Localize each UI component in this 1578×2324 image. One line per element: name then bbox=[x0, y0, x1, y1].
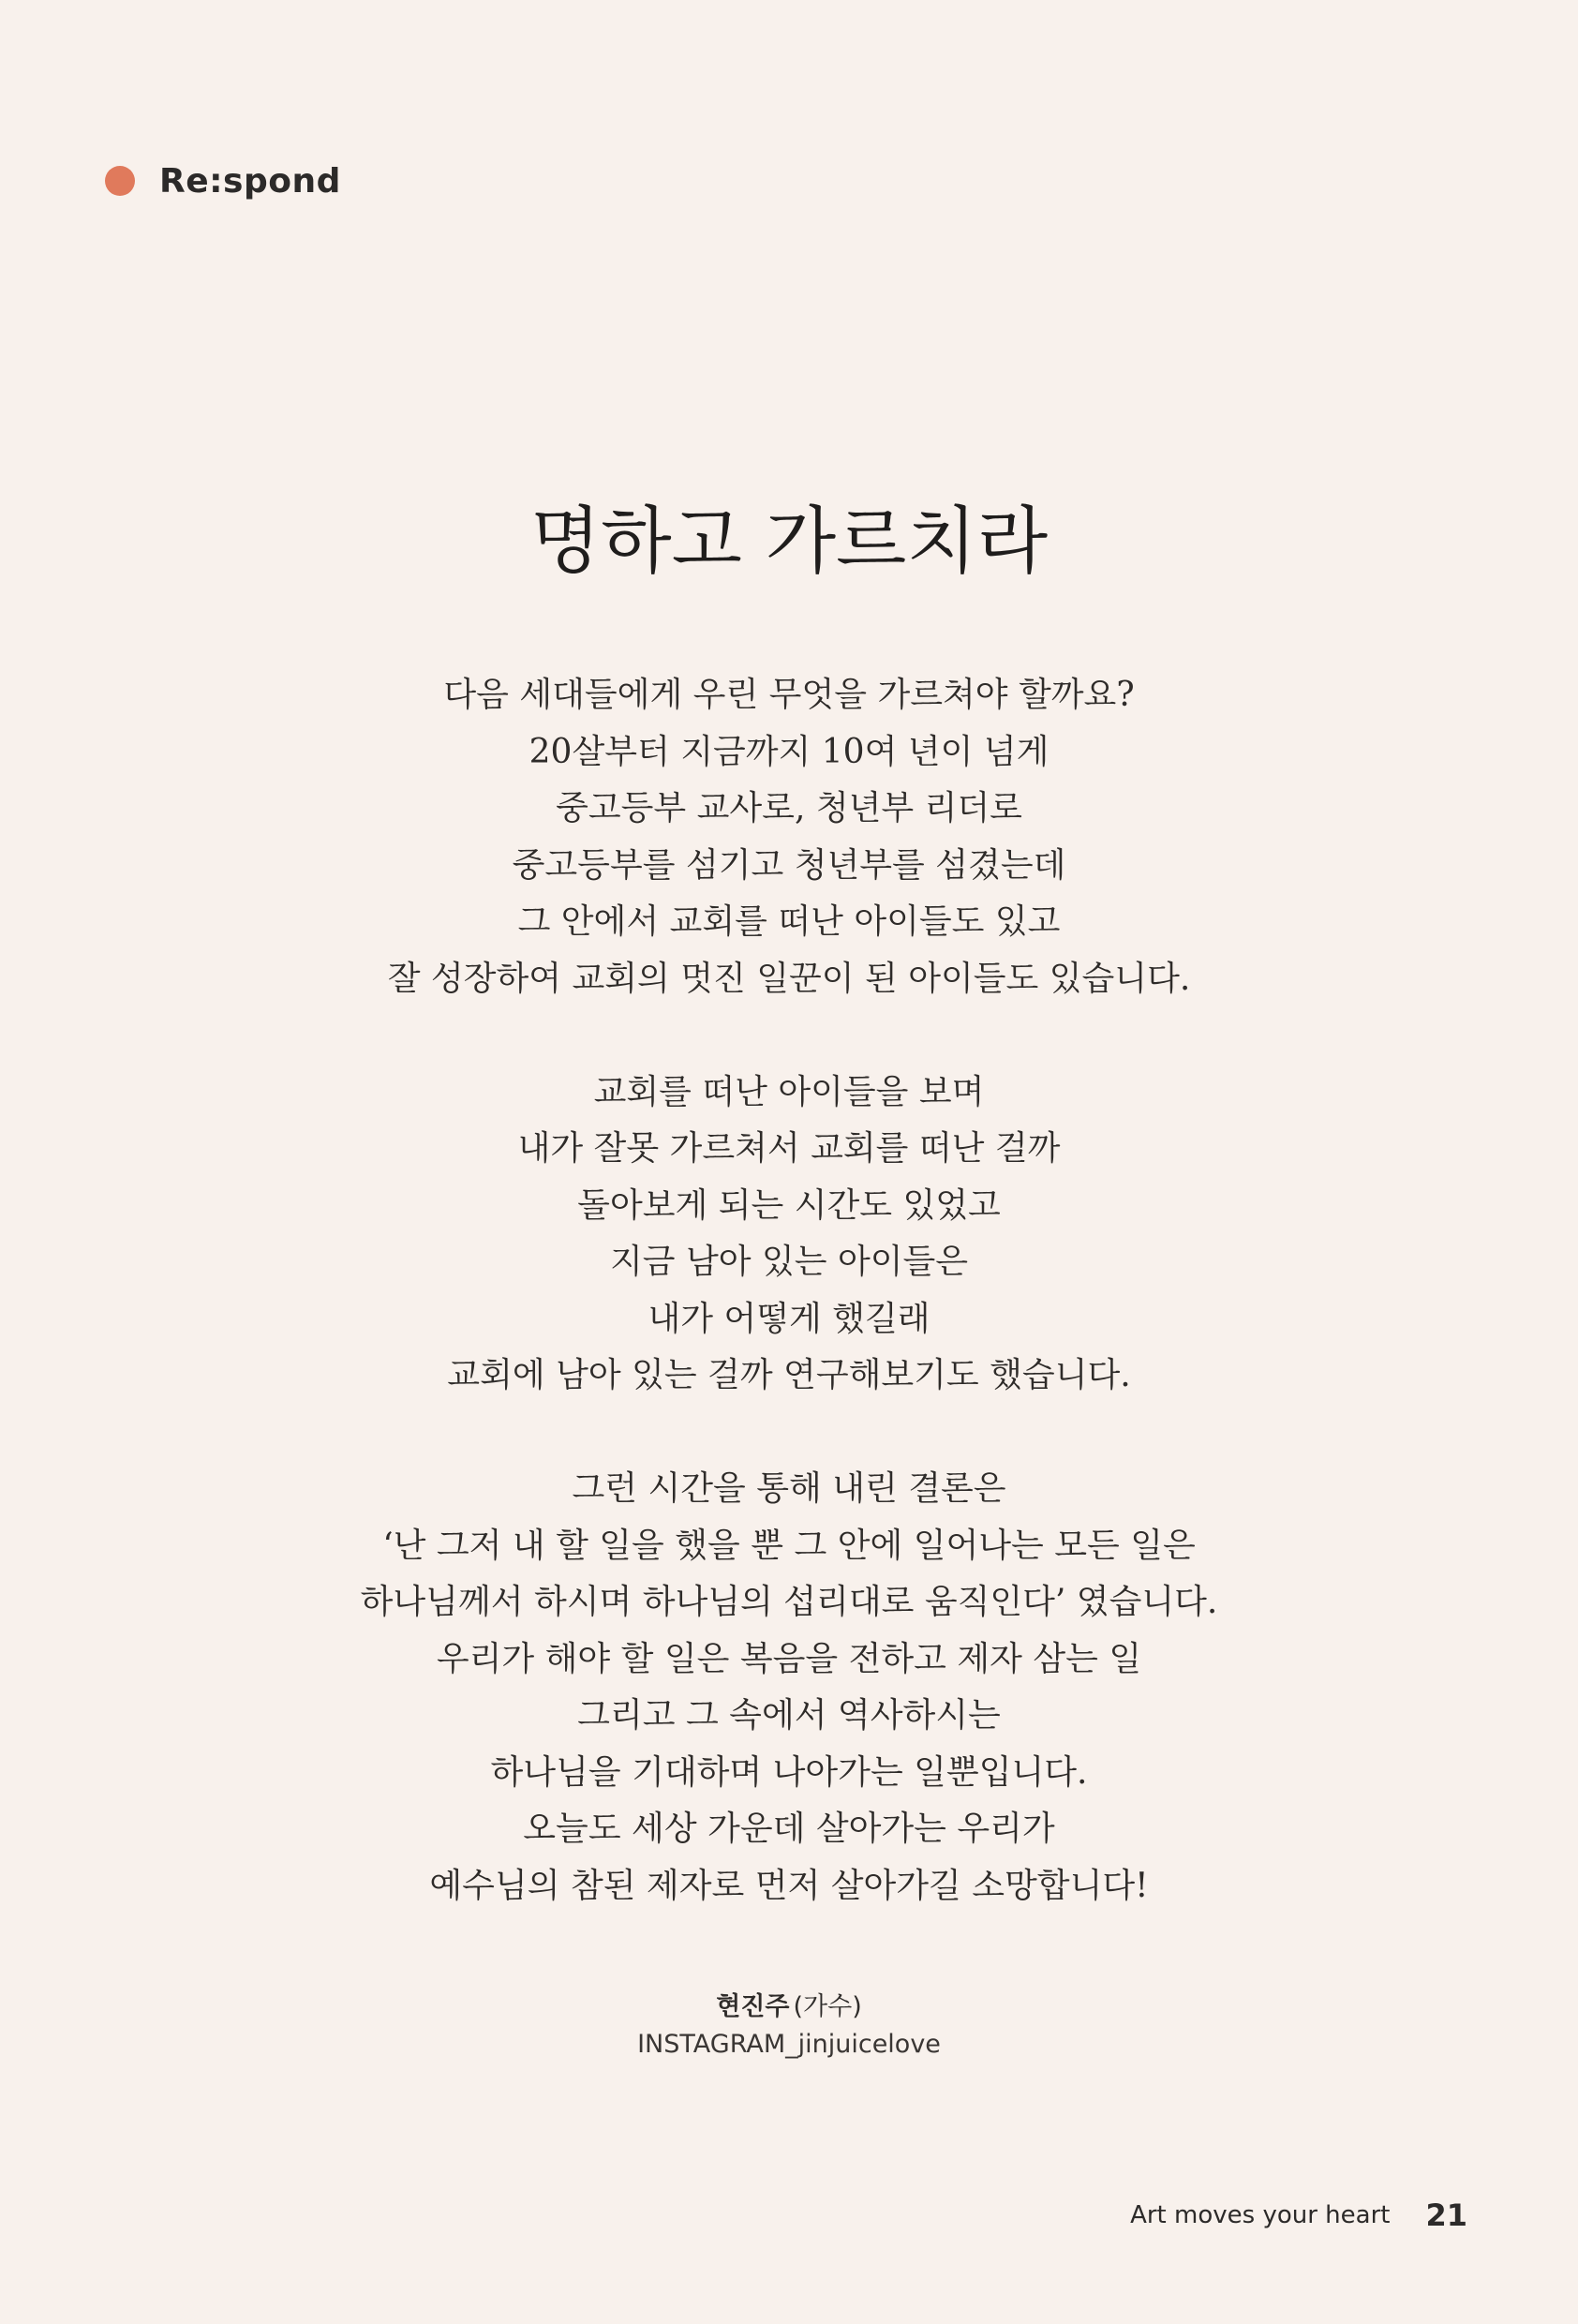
poem-line: 예수님의 참된 제자로 먼저 살아가길 소망합니다! bbox=[429, 1866, 1149, 1905]
poem-line: 돌아보게 되는 시간도 있었고 bbox=[577, 1185, 1001, 1225]
stanza-2 bbox=[187, 1065, 1391, 1405]
poem-line: 그 안에서 교회를 떠난 아이들도 있고 bbox=[517, 902, 1061, 941]
poem-line: 하나님을 기대하며 나아가는 일뿐입니다. bbox=[490, 1752, 1088, 1792]
section-header bbox=[105, 157, 341, 204]
poem-line: 중고등부 교사로, 청년부 리더로 bbox=[556, 789, 1022, 827]
poem-line: 내가 잘못 가르쳐서 교회를 떠난 걸까 bbox=[517, 1129, 1061, 1168]
poem-line: 그리고 그 속에서 역사하시는 bbox=[577, 1696, 1001, 1735]
section-label: Re:spond bbox=[159, 161, 341, 201]
poem-line: 다음 세대들에게 우린 무엇을 가르쳐야 할까요? bbox=[443, 676, 1135, 714]
author-name: 현진주 bbox=[716, 1992, 790, 2021]
poem-line: 우리가 해야 할 일은 복음을 전하고 제자 삼는 일 bbox=[436, 1639, 1142, 1678]
poem-line: 중고등부를 섬기고 청년부를 섬겼는데 bbox=[512, 845, 1066, 885]
poem-line: 교회에 남아 있는 걸까 연구해보기도 했습니다. bbox=[447, 1356, 1131, 1394]
poem-line: 잘 성장하여 교회의 멋진 일꾼이 된 아이들도 있습니다. bbox=[387, 959, 1191, 998]
page-title: 명하고 가르치라 bbox=[529, 499, 1049, 584]
footer-tagline: Art moves your heart bbox=[1130, 2201, 1391, 2229]
author-role: (가수) bbox=[793, 1992, 862, 2021]
poem-line: 교회를 떠난 아이들을 보며 bbox=[593, 1072, 985, 1111]
poem-line: 지금 남아 있는 아이들은 bbox=[609, 1243, 969, 1281]
poem-line: ‘난 그저 내 할 일을 했을 뿐 그 안에 일어나는 모든 일은 bbox=[382, 1526, 1196, 1565]
accent-dot-icon bbox=[105, 166, 135, 196]
poem-line: 그런 시간을 통해 내린 결론은 bbox=[572, 1469, 1006, 1508]
author-line bbox=[0, 1989, 1578, 2026]
poem-line: 하나님께서 하시며 하나님의 섭리대로 움직인다’ 였습니다. bbox=[360, 1583, 1218, 1621]
page-footer bbox=[1130, 2195, 1467, 2236]
page-number: 21 bbox=[1425, 2197, 1467, 2233]
poem-line: 오늘도 세상 가운데 살아가는 우리가 bbox=[523, 1810, 1055, 1848]
author-credit bbox=[0, 1989, 1578, 2063]
stanza-1 bbox=[187, 667, 1391, 1007]
poem-line: 20살부터 지금까지 10여 년이 넘게 bbox=[528, 732, 1050, 771]
poem-body bbox=[187, 667, 1391, 1914]
stanza-3 bbox=[187, 1461, 1391, 1914]
author-handle: INSTAGRAM_jinjuicelove bbox=[637, 2030, 941, 2059]
poem-line: 내가 어떻게 했길래 bbox=[648, 1299, 930, 1338]
